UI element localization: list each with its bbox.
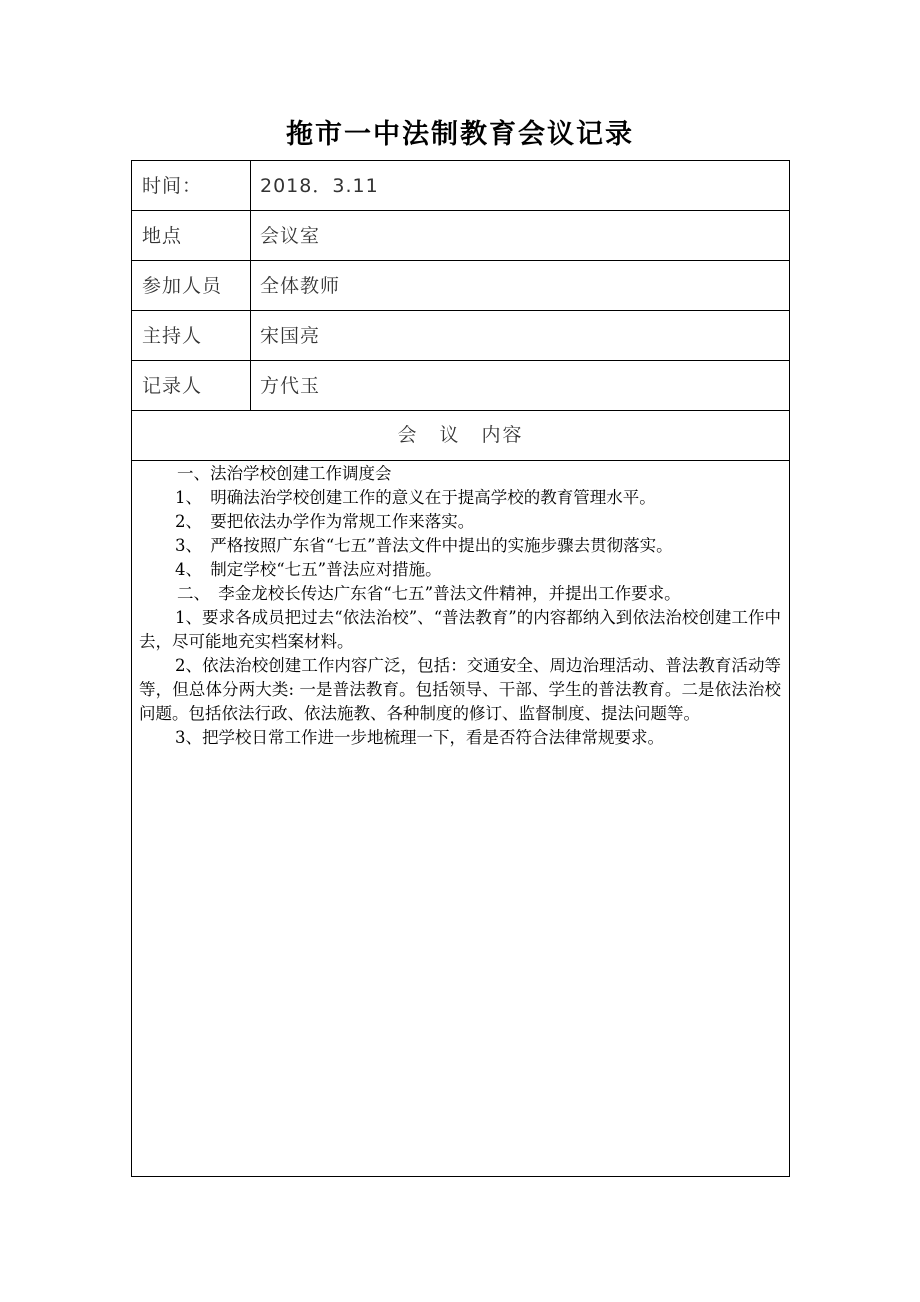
field-value-time: 2018．3.11 xyxy=(260,175,379,197)
meeting-content-header: 会 议 内容 xyxy=(132,411,789,461)
field-value-host: 宋国亮 xyxy=(260,325,321,347)
field-row-time xyxy=(132,161,789,211)
field-row-location xyxy=(132,211,789,261)
part1-item: 3、 严格按照广东省“七五”普法文件中提出的实施步骤去贯彻落实。 xyxy=(175,536,673,555)
part1-item: 4、 制定学校“七五”普法应对措施。 xyxy=(175,560,442,579)
field-label-host: 主持人 xyxy=(132,311,251,360)
field-label-time: 时间： xyxy=(132,161,251,210)
field-value-attendees: 全体教师 xyxy=(260,275,341,297)
part1-item: 2、 要把依法办学作为常规工作来落实。 xyxy=(175,512,475,531)
field-row-attendees xyxy=(132,261,789,311)
field-row-host xyxy=(132,311,789,361)
meeting-record-table xyxy=(131,160,790,1177)
part2-item: 1、要求各成员把过去“依法治校”、“普法教育”的内容都纳入到依法治校创建工作中去，尽可能地充实档案材料。 xyxy=(139,608,781,651)
part1-heading: 一、法治学校创建工作调度会 xyxy=(177,464,392,483)
part1-item: 1、 明确法治学校创建工作的意义在于提高学校的教育管理水平。 xyxy=(175,488,656,507)
field-row-recorder xyxy=(132,361,789,411)
page-title: 拖市一中法制教育会议记录 xyxy=(286,119,634,150)
field-value-location: 会议室 xyxy=(260,225,321,247)
part2-item: 3、把学校日常工作进一步地梳理一下，看是否符合法律常规要求。 xyxy=(175,728,664,747)
part2-heading: 二、 李金龙校长传达广东省“七五”普法文件精神，并提出工作要求。 xyxy=(177,584,681,603)
meeting-content-body xyxy=(132,462,789,750)
field-label-recorder: 记录人 xyxy=(132,361,251,410)
field-label-location: 地点 xyxy=(132,211,251,260)
part2-item: 2、依法治校创建工作内容广泛，包括：交通安全、周边治理活动、普法教育活动等等，但总体分两大类: 一是普法教育。包括领导、干部、学生的普法教育。二是依法治校问题。包括依法行政、依法施教、各种制度的修订、监督制度、提法问题等。 xyxy=(139,656,781,723)
field-label-attendees: 参加人员 xyxy=(132,261,251,310)
field-value-recorder: 方代玉 xyxy=(260,375,321,397)
